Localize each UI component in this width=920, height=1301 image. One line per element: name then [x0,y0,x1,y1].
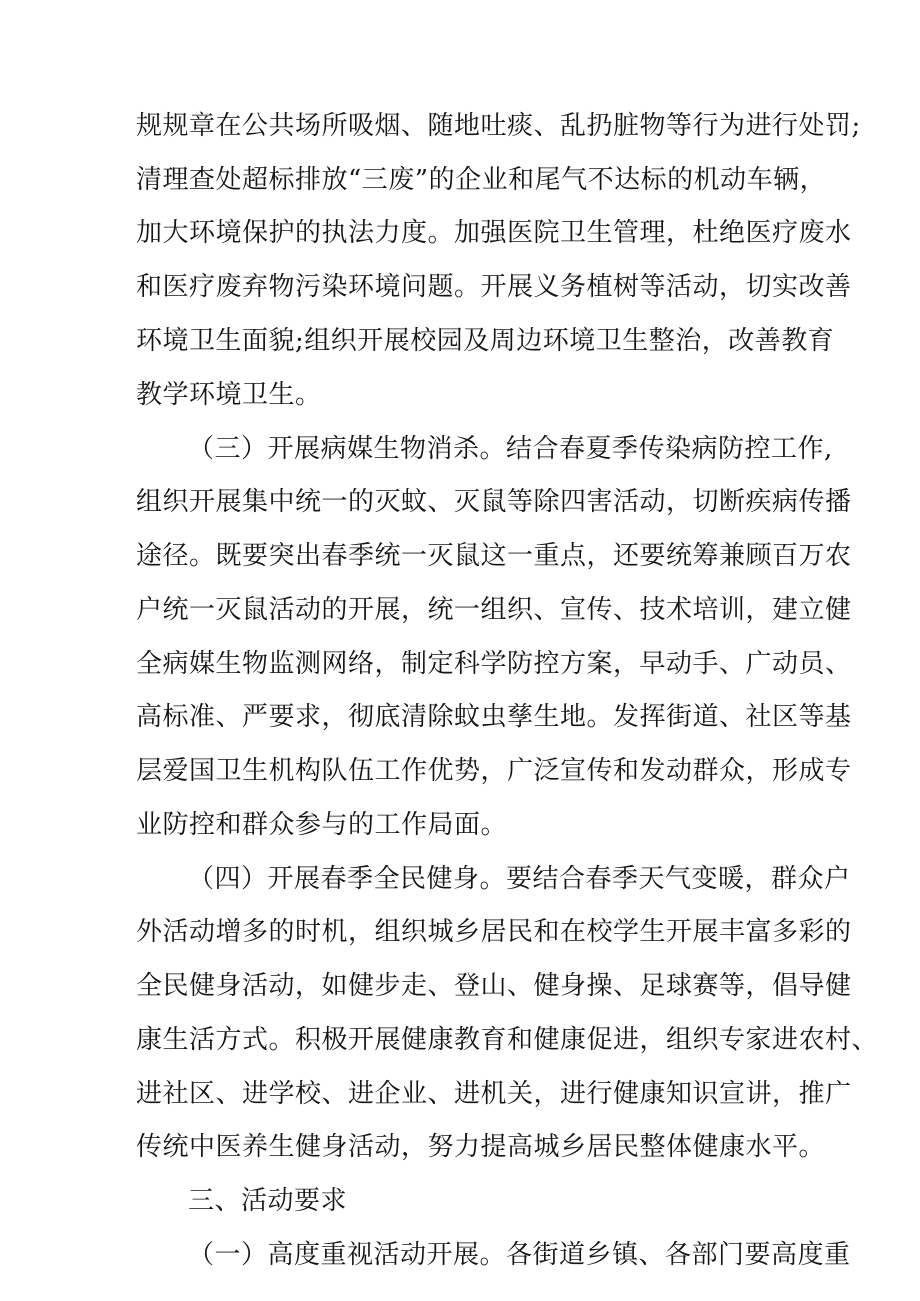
text-line: 全民健身活动，如健步走、登山、健身操、足球赛等，倡导健 [136,971,852,1001]
text-line: 清理查处超标排放“三废”的企业和尾气不达标的机动车辆， [136,165,827,195]
paragraph-heading: （四）开展春季全民健身。要结合春季天气变暖，群众户 [188,864,851,894]
text-line: 和医疗废弃物污染环境问题。开展义务植树等活动，切实改善 [136,272,852,302]
text-line: 环境卫生面貌;组织开展校园及周边环境卫生整治，改善教育 [136,326,835,356]
text-line: 层爱国卫生机构队伍工作优势，广泛宣传和发动群众，形成专 [136,756,852,786]
paragraph-heading: （三）开展病媒生物消杀。结合春夏季传染病防控工作, [188,434,833,464]
text-line: 进社区、进学校、进企业、进机关，进行健康知识宣讲，推广 [136,1079,852,1109]
text-line: 传统中医养生健身活动，努力提高城乡居民整体健康水平。 [136,1132,826,1162]
text-line: 规规章在公共场所吸烟、随地吐痰、乱扔脏物等行为进行处罚; [136,111,861,141]
text-line: 业防控和群众参与的工作局面。 [136,810,508,840]
text-line: 外活动增多的时机，组织城乡居民和在校学生开展丰富多彩的 [136,917,852,947]
text-line: 组织开展集中统一的灭蚊、灭鼠等除四害活动，切断疾病传播 [136,487,852,517]
text-line: 途径。既要突出春季统一灭鼠这一重点，还要统筹兼顾百万农 [136,541,852,571]
paragraph-heading: （一）高度重视活动开展。各街道乡镇、各部门要高度重 [188,1240,851,1270]
text-line: 康生活方式。积极开展健康教育和健康促进，组织专家进农村、 [136,1025,879,1055]
section-heading: 三、活动要求 [188,1186,348,1216]
text-line: 户统一灭鼠活动的开展，统一组织、宣传、技术培训，建立健 [136,595,852,625]
text-line: 高标准、严要求，彻底清除蚊虫孳生地。发挥街道、社区等基 [136,702,852,732]
text-line: 全病媒生物监测网络，制定科学防控方案，早动手、广动员、 [136,649,852,679]
text-line: 加大环境保护的执法力度。加强医院卫生管理，杜绝医疗废水 [136,218,852,248]
text-line: 教学环境卫生。 [136,380,322,410]
